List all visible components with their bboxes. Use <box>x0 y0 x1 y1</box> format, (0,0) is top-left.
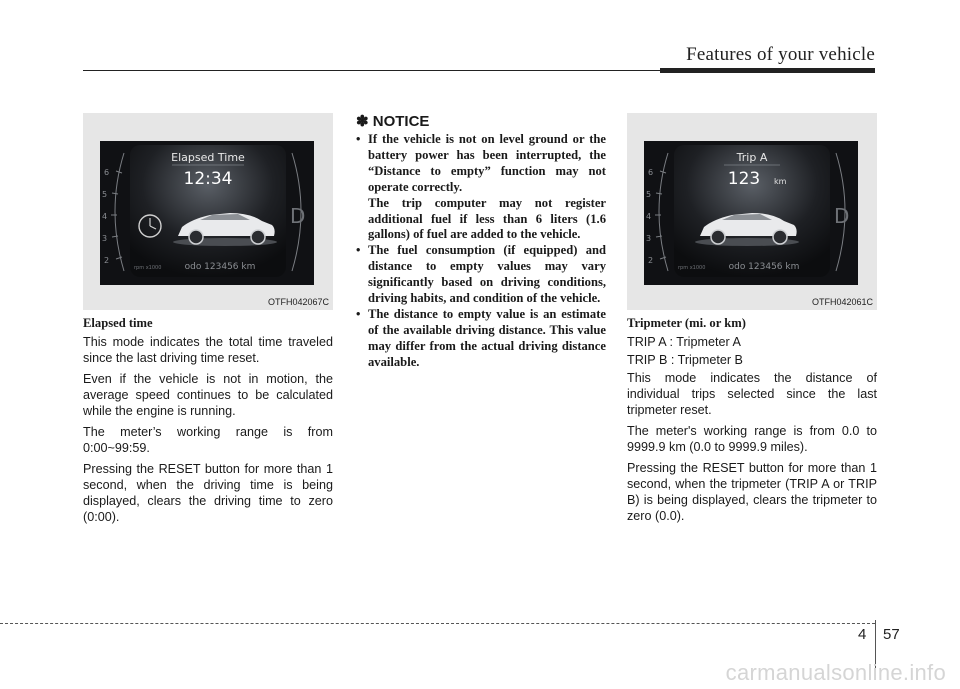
section-heading: Tripmeter (mi. or km) <box>627 316 746 330</box>
svg-text:4: 4 <box>102 212 108 221</box>
paragraph: The meter’s working range is from 0:00~99:59. <box>83 425 333 455</box>
notice-title <box>356 112 606 130</box>
watermark: carmanualsonline.info <box>725 660 946 685</box>
paragraph: Even if the vehicle is not in motion, the average speed continues to be calculated while the engine is running. <box>83 372 333 418</box>
page-number: 57 <box>883 626 900 643</box>
odometer-readout: odo 123456 km <box>728 262 800 272</box>
gear-indicator: D <box>834 204 850 228</box>
figure-code: OTFH042067C <box>267 297 329 307</box>
paragraph: This mode indicates the distance of individual trips selected since the last tripmeter reset. <box>627 371 877 417</box>
notice-item-text: The fuel consumption (if equipped) and distance to empty values may vary significantly based on driving conditions, driving habits, and condition of the vehicle. <box>368 243 606 306</box>
svg-text:5: 5 <box>646 190 652 199</box>
trip-a-figure <box>627 113 877 310</box>
screen-value: 12:34 <box>183 169 233 189</box>
notice-item <box>356 132 606 243</box>
svg-text:6: 6 <box>648 168 654 177</box>
header-rule-accent <box>660 68 875 73</box>
screen-title: Elapsed Time <box>171 151 245 164</box>
gear-indicator: D <box>290 204 306 228</box>
figure-code: OTFH042061C <box>811 297 873 307</box>
footer-rule <box>0 623 875 624</box>
paragraph: Pressing the RESET button for more than 1 second, when the driving time is being displayed, clears the driving time to zero (0:00). <box>83 462 333 524</box>
trip-b-definition: TRIP B : Tripmeter B <box>627 353 743 367</box>
section-heading: Elapsed time <box>83 316 153 330</box>
svg-text:3: 3 <box>102 234 108 243</box>
trip-a-definition: TRIP A : Tripmeter A <box>627 335 741 349</box>
paragraph: Pressing the RESET button for more than 1 second, when the tripmeter (TRIP A or TRIP B) is being displayed, clears the tripmeter to zero (0.0). <box>627 461 877 523</box>
svg-text:4: 4 <box>646 212 652 221</box>
rpm-label: rpm x1000 <box>134 265 162 271</box>
svg-text:3: 3 <box>646 234 652 243</box>
svg-text:2: 2 <box>104 256 110 265</box>
odometer-readout: odo 123456 km <box>184 262 256 272</box>
section-number: 4 <box>858 626 867 643</box>
notice-box <box>356 112 606 371</box>
elapsed-time-section <box>83 315 333 530</box>
notice-list <box>356 132 606 371</box>
tripmeter-section <box>627 315 877 529</box>
rpm-label: rpm x1000 <box>678 265 706 271</box>
screen-value: 123 <box>727 169 761 189</box>
notice-item-text: If the vehicle is not on level ground or the battery power has been interrupted, the “Distance to empty” function may not operate correctly. <box>368 132 606 194</box>
svg-text:6: 6 <box>104 168 110 177</box>
notice-item <box>356 307 606 371</box>
screen-title: Trip A <box>736 151 768 164</box>
elapsed-time-figure <box>83 113 333 310</box>
notice-item-subtext: The trip computer may not register additional fuel if less than 6 liters (1.6 gallons) of fuel are added to the vehicle. <box>368 195 606 242</box>
cluster-display-elapsed <box>100 141 314 285</box>
notice-icon: ✽ <box>356 113 369 130</box>
paragraph: The meter's working range is from 0.0 to 9999.9 km (0.0 to 9999.9 miles). <box>627 424 877 454</box>
notice-title-text: NOTICE <box>372 113 430 130</box>
notice-item <box>356 243 606 307</box>
screen-unit: km <box>774 177 787 186</box>
notice-item-text: The distance to empty value is an estimate of the available driving distance. This value may differ from the actual driving distance available. <box>368 306 606 369</box>
paragraph: This mode indicates the total time traveled since the last driving time reset. <box>83 335 333 365</box>
page-header-title: Features of your vehicle <box>686 44 875 65</box>
svg-text:2: 2 <box>648 256 654 265</box>
svg-text:5: 5 <box>102 190 108 199</box>
cluster-display-trip <box>644 141 858 285</box>
